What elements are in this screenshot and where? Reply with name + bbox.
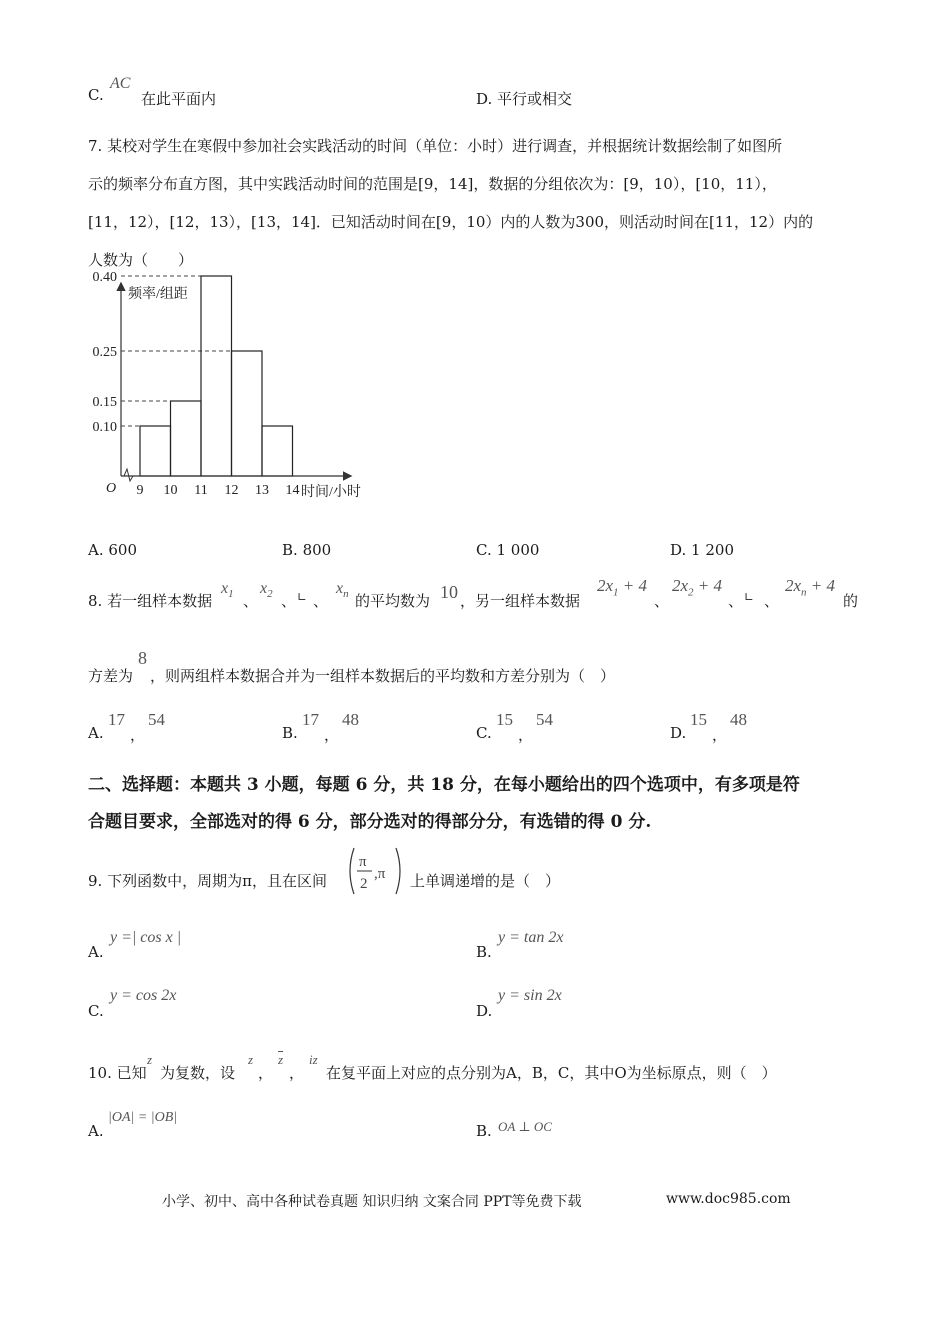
q8-option-c-comma: ， xyxy=(518,726,534,744)
q8-option-d-var: 48 xyxy=(730,710,747,729)
q9-pi: π xyxy=(359,854,367,870)
q9-interval xyxy=(346,846,408,896)
q8-option-a-mean: 17 xyxy=(108,710,125,729)
q8-mid1: 的平均数为 xyxy=(355,592,431,610)
section2-line-1: 二、选择题：本题共 3 小题，每题 6 分，共 18 分，在每小题给出的四个选项中，有多项是符 xyxy=(88,775,800,795)
q8-option-b-mean: 17 xyxy=(302,710,319,729)
frequency-histogram xyxy=(88,270,388,510)
q8-option-c-var: 54 xyxy=(536,710,553,729)
q10-prefix: 10. 已知 xyxy=(88,1064,147,1082)
q9-interval-tail: ,π xyxy=(374,866,386,882)
option-text: 平行或相交 xyxy=(497,90,573,108)
x-tick-label: 10 xyxy=(163,483,178,498)
q8-xn: $x_n$ xyxy=(336,580,349,601)
q8-sep-6: 、 xyxy=(764,592,780,610)
q8-suffix: 的 xyxy=(843,592,859,610)
q8-dots-2: ∟ xyxy=(744,590,755,604)
q7-line-3: [11，12），[12，13），[13，14]．已知活动时间在[9，10）内的人数为300，则活动时间在[11，12）内的 xyxy=(88,213,814,231)
q8-mean: 10 xyxy=(440,582,458,602)
histogram-bar xyxy=(262,426,293,476)
q7-option-d xyxy=(670,541,734,559)
section2-line-2: 合题目要求，全部选对的得 6 分，部分选对的得部分分，有选错的得 0 分. xyxy=(88,812,652,832)
q9-suffix: 上单调递增的是（ ） xyxy=(410,872,561,890)
q6-option-c xyxy=(88,86,104,104)
y-axis-label: 频率/组距 xyxy=(128,287,188,302)
option-label: D. xyxy=(476,90,493,108)
q7-line-1: 7. 某校对学生在寒假中参加社会实践活动的时间（单位：小时）进行调查，并根据统计数据绘制了如图所 xyxy=(88,137,783,155)
q7-line-4: 人数为（ ） xyxy=(88,251,194,269)
q10-option-b: B. xyxy=(476,1122,492,1140)
q8-sep-5: 、 xyxy=(728,592,744,610)
q8-option-b-comma: ， xyxy=(324,726,340,744)
option-text: 1 200 xyxy=(691,541,734,559)
q9-option-a: A. xyxy=(88,943,104,961)
histogram-bar xyxy=(140,426,171,476)
option-label: A. xyxy=(88,541,104,559)
footer-url[interactable]: www.doc985.com xyxy=(666,1191,791,1207)
y-tick-label: 0.25 xyxy=(92,345,117,360)
q9-option-c: C. xyxy=(88,1002,104,1020)
q7-option-b xyxy=(282,541,331,559)
q8-option-d-comma: ， xyxy=(712,726,728,744)
q8-sep-1: 、 xyxy=(243,592,259,610)
q10-option-a: A. xyxy=(88,1122,104,1140)
q7-option-c xyxy=(476,541,539,559)
q8-option-c-mean: 15 xyxy=(496,710,513,729)
histogram-bar xyxy=(232,351,263,476)
option-text: 1 000 xyxy=(496,541,540,559)
q8-option-b-var: 48 xyxy=(342,710,359,729)
q8-expr-n: $2x_n + 4$ xyxy=(785,576,836,599)
y-tick-label: 0.15 xyxy=(92,395,117,410)
x-tick-label: 11 xyxy=(194,483,208,498)
q10-z1: z xyxy=(147,1052,153,1067)
q9-option-a-math: y =| cos x | xyxy=(110,929,182,946)
x-tick-label: 9 xyxy=(136,483,144,498)
q10-zbar: $\overline{z}$ xyxy=(278,1052,284,1067)
q7-stem xyxy=(88,127,878,279)
q10-option-a-math: |OA| = |OB| xyxy=(108,1110,178,1125)
option-label: C. xyxy=(476,541,492,559)
q10-option-b-math: OA ⊥ OC xyxy=(498,1119,552,1134)
q9-option-b: B. xyxy=(476,943,492,961)
q8-mid2: ，另一组样本数据 xyxy=(460,592,581,610)
q10-comma-2: ， xyxy=(289,1064,305,1082)
q9-option-d: D. xyxy=(476,1002,493,1020)
q6-option-c-text: 在此平面内 xyxy=(141,90,217,108)
option-text: 800 xyxy=(302,541,332,559)
y-tick-label: 0.10 xyxy=(92,420,117,435)
q10-suffix: 在复平面上对应的点分别为A，B，C，其中O为坐标原点，则（ ） xyxy=(326,1064,777,1082)
histogram-bar xyxy=(201,276,232,476)
q8-sep-4: 、 xyxy=(654,592,670,610)
q8-line2-prefix: 方差为 xyxy=(88,667,134,685)
q8-line2-suffix: ，则两组样本数据合并为一组样本数据后的平均数和方差分别为（ ） xyxy=(150,667,616,685)
option-label: D. xyxy=(670,541,687,559)
q10-comma-1: ， xyxy=(258,1064,274,1082)
q10-z2: z xyxy=(248,1052,254,1067)
option-text: 600 xyxy=(108,541,138,559)
y-tick-label: 0.40 xyxy=(92,270,117,285)
q10-iz: iz xyxy=(309,1052,318,1067)
option-label: B. xyxy=(282,541,298,559)
q8-variance: 8 xyxy=(138,648,147,668)
q9-option-c-math: y = cos 2x xyxy=(110,987,177,1004)
q8-option-a-comma: ， xyxy=(130,726,146,744)
q7-option-a xyxy=(88,541,137,559)
q8-expr-1: $2x_1 + 4$ xyxy=(597,576,648,599)
q9-prefix: 9. 下列函数中，周期为π，且在区间 xyxy=(88,872,327,890)
q8-sep-2: 、 xyxy=(281,592,297,610)
origin-label: O xyxy=(106,481,117,496)
q7-line-2: 示的频率分布直方图，其中实践活动时间的范围是[9，14]，数据的分组依次为：[9，10），[10，11）， xyxy=(88,175,777,193)
q10-mid1: 为复数，设 xyxy=(160,1064,236,1082)
x-tick-label: 14 xyxy=(285,483,300,498)
option-label: C. xyxy=(88,86,104,104)
q8-option-c: C. xyxy=(476,724,492,742)
x-tick-label: 13 xyxy=(255,483,269,498)
footer-text: 小学、初中、高中各种试卷真题 知识归纳 文案合同 PPT等免费下载 xyxy=(162,1194,582,1210)
q8-option-a-var: 54 xyxy=(148,710,165,729)
q6-option-d xyxy=(476,88,572,109)
q8-x2: $x_2$ xyxy=(260,580,273,601)
q8-dots: ∟ xyxy=(297,590,308,604)
axis-break-icon xyxy=(124,469,133,481)
q8-expr-2: $2x_2 + 4$ xyxy=(672,576,723,599)
q8-x1: $x_1$ xyxy=(221,580,234,601)
q8-prefix: 8. 若一组样本数据 xyxy=(88,592,213,610)
histogram-bar xyxy=(171,401,202,476)
q8-option-b: B. xyxy=(282,724,298,742)
q8-sep-3: 、 xyxy=(313,592,329,610)
q9-option-b-math: y = tan 2x xyxy=(498,929,564,946)
q9-two: 2 xyxy=(360,876,368,892)
x-axis-label: 时间/小时 xyxy=(301,485,361,500)
q6-option-c-math: AC xyxy=(110,75,131,92)
q8-option-a: A. xyxy=(88,724,104,742)
q8-option-d-mean: 15 xyxy=(690,710,707,729)
x-tick-label: 12 xyxy=(224,483,239,498)
q8-option-d: D. xyxy=(670,724,687,742)
q9-option-d-math: y = sin 2x xyxy=(498,987,562,1004)
